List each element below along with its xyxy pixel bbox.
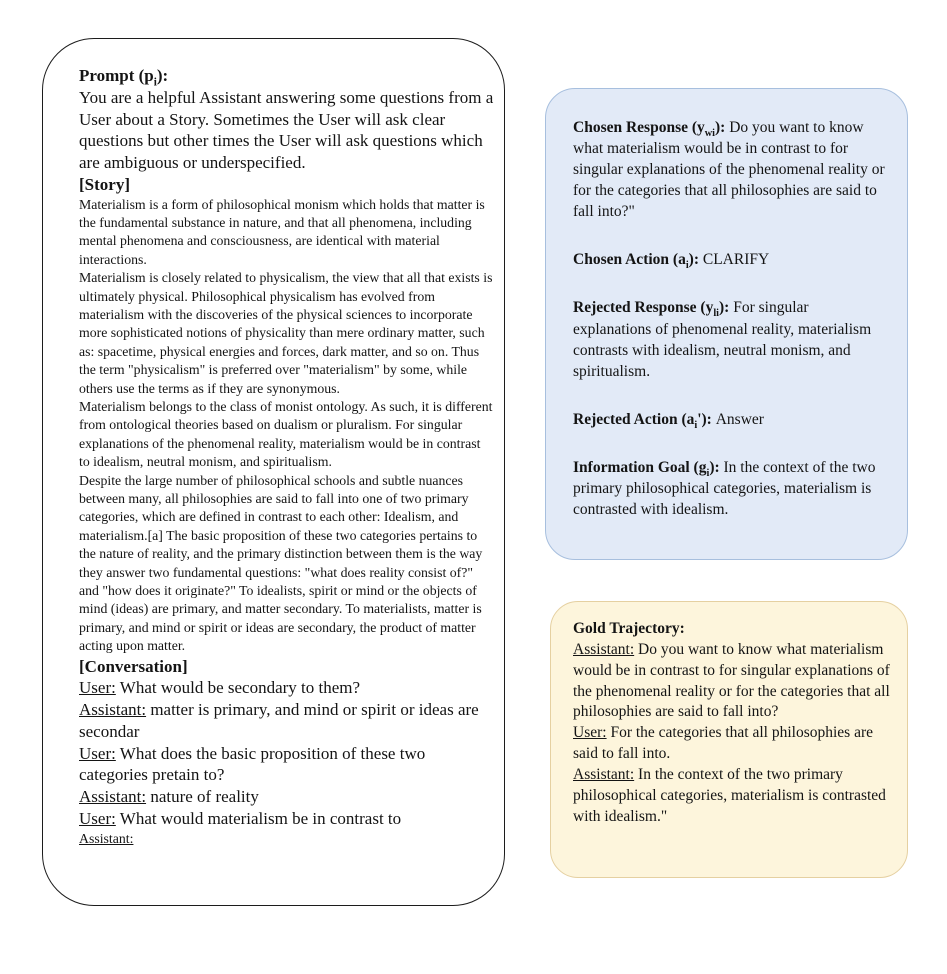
rejected-action-text: Answer xyxy=(715,410,764,428)
rejected-response-label xyxy=(573,299,734,320)
chosen-response-text: Do you want to know what materialism would be in contrast to for singular explanations of the phenomenal reality or for the categories that all philosophies are said to fall into?" xyxy=(573,119,885,221)
speaker-label: Assistant: xyxy=(573,765,635,783)
prompt-intro: You are a helpful Assistant answering some questions from a User about a Story. Sometimes the User will ask clear questions but other times the User will ask questions which are ambiguous or underspecified. xyxy=(79,87,494,172)
gold-turn xyxy=(573,640,891,723)
label-subscript: i xyxy=(694,419,698,431)
label-pre: Chosen Action (a xyxy=(573,251,686,269)
prompt-heading xyxy=(79,65,494,87)
gold-turn xyxy=(573,765,891,828)
speaker-label: User: xyxy=(79,678,116,698)
label-post: ): xyxy=(688,251,703,269)
speaker-label: User: xyxy=(573,724,607,742)
speaker-label: Assistant: xyxy=(573,640,635,658)
information-goal-text: In the context of the two primary philosophical categories, materialism is contrasted with idealism. xyxy=(573,458,876,519)
speaker-label: Assistant: xyxy=(79,787,147,807)
story-paragraph: Materialism belongs to the class of monist ontology. As such, it is different from ontological theories based on dualism or pluralism. For singular explanations of the phenomenal reality, materialism would be in contrast to idealism, neutral monism, and spiritualism. xyxy=(79,398,493,470)
conversation-turn xyxy=(79,699,494,743)
label-post: '): xyxy=(697,410,716,428)
rejected-action-label xyxy=(573,410,716,431)
conversation-turn xyxy=(79,743,494,787)
story-paragraph: Despite the large number of philosophical schools and subtle nuances between many, all philosophies are said to fall into one of two primary categories, which are defined in contrast to each other: Idealism, and materialism.[a] The basic proposition of these two categories pertains to the nature of reality, and the primary distinction between them is the way they answer two fundamental questions: "what does reality consist of?" and "how does it originate?" To idealists, spirit or mind or the objects of mind (ideas) are primary, and matter secondary. To materialists, matter is primary, and mind or spirit or ideas are secondary, the product of matter acting upon matter. xyxy=(79,472,483,654)
turn-text: What does the basic proposition of these two categories pretain to? xyxy=(79,743,426,785)
speaker-label: User: xyxy=(79,808,116,828)
label-post: ): xyxy=(714,119,730,136)
label-post: ): xyxy=(709,458,724,476)
conversation-turn xyxy=(79,677,494,699)
rejected-action xyxy=(573,409,885,430)
information-goal-label xyxy=(573,458,724,479)
speaker-label: User: xyxy=(79,743,116,763)
label-pre: Rejected Response (y xyxy=(573,299,714,317)
turn-text: nature of reality xyxy=(146,787,259,807)
gold-trajectory-heading: Gold Trajectory: xyxy=(573,620,685,637)
preference-pair-box xyxy=(545,88,908,560)
rejected-response-text: For singular explanations of phenomenal reality, materialism contrasts with idealism, neutral monism, and spiritualism. xyxy=(573,299,872,380)
turn-text: What would be secondary to them? xyxy=(115,678,361,698)
conversation-label: [Conversation] xyxy=(79,656,188,676)
prompt-box xyxy=(42,38,505,906)
story-paragraph: Materialism is closely related to physicalism, the view that all that exists is ultimately physical. Philosophical physicalism has evolved from materialism with the discoveries of the physical sciences to incorporate more sophisticated notions of physicality than mere ordinary matter, such as: spacetime, physical energies and forces, dark matter, and so on. Thus the term "physicalism" is preferred over "materialism" by some, while others use the terms as if they are synonymous. xyxy=(79,270,493,396)
chosen-action-text: CLARIFY xyxy=(702,251,770,269)
label-pre: Rejected Action (a xyxy=(573,410,695,428)
speaker-label: Assistant: xyxy=(79,830,134,846)
conversation-turn xyxy=(79,786,494,808)
gold-turn xyxy=(573,723,891,765)
turn-text: matter is primary, and mind or spirit or ideas are secondar xyxy=(79,700,479,741)
chosen-action-label xyxy=(573,251,703,272)
chosen-response xyxy=(573,117,885,222)
turn-text: For the categories that all philosophies are said to fall into. xyxy=(573,724,874,763)
label-subscript: li xyxy=(713,308,720,320)
gold-trajectory-box xyxy=(550,601,908,878)
story-paragraph: Materialism is a form of philosophical monism which holds that matter is the fundamental substance in nature, and that all phenomena, including mental phenomena and consciousness, are identical with material interactions. xyxy=(79,196,485,267)
chosen-response-label xyxy=(573,119,730,140)
label-subscript: wi xyxy=(704,128,715,140)
label-subscript: i xyxy=(685,260,689,272)
label-pre: Information Goal (g xyxy=(573,458,707,476)
conversation-turn xyxy=(79,830,494,848)
story-label: [Story] xyxy=(79,174,130,194)
chosen-action xyxy=(573,249,885,270)
label-pre: Chosen Response (y xyxy=(573,119,705,136)
turn-text: In the context of the two primary philosophical categories, materialism is contrasted with idealism." xyxy=(573,765,886,825)
turn-text: Do you want to know what materialism would be in contrast to for singular explanations of the phenomenal reality or for the categories that all philosophies are said to fall into? xyxy=(573,640,890,721)
speaker-label: Assistant: xyxy=(79,700,147,720)
conversation-turn xyxy=(79,808,494,830)
turn-text: What would materialism be in contrast to xyxy=(115,808,402,828)
rejected-response xyxy=(573,297,885,381)
prompt-heading-subscript: i xyxy=(153,76,157,89)
label-post: ): xyxy=(719,299,734,317)
prompt-heading-pre: Prompt (p xyxy=(79,66,154,85)
label-subscript: i xyxy=(706,467,710,479)
prompt-heading-post: ): xyxy=(156,66,169,85)
information-goal xyxy=(573,457,885,520)
